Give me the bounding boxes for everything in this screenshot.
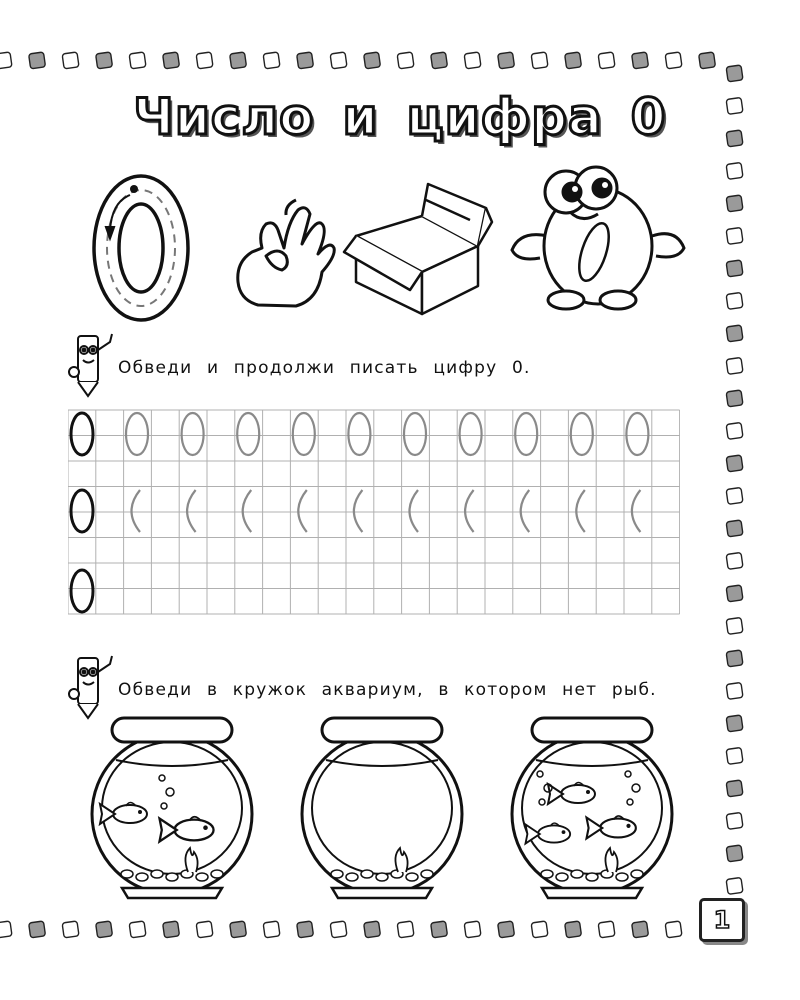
border-tile (726, 650, 743, 667)
bold-zero (71, 490, 93, 532)
border-tile (364, 921, 381, 938)
trace-zero (515, 413, 537, 455)
page-number: 1 (699, 898, 745, 942)
trace-half-zero (187, 490, 196, 532)
border-tile (464, 921, 481, 938)
bold-zero (71, 570, 93, 612)
trace-zero (237, 413, 259, 455)
border-tile (726, 357, 743, 374)
border-tile (726, 585, 743, 602)
border-tile (632, 921, 649, 938)
trace-half-zero (132, 490, 141, 532)
border-tile (397, 921, 414, 938)
bold-zero (71, 413, 93, 455)
title-word-1: Число (133, 88, 315, 146)
border-tile (129, 921, 146, 938)
ok-hand-gesture-icon (238, 200, 334, 306)
border-tile (96, 921, 113, 938)
border-tile (196, 921, 213, 938)
trace-zero (348, 413, 370, 455)
border-tile (230, 921, 247, 938)
trace-half-zero (465, 490, 474, 532)
trace-zero (182, 413, 204, 455)
grid-lines (68, 410, 680, 614)
aquarium-2[interactable] (302, 718, 462, 898)
task2-instruction: Обведи в кружок аквариум, в котором нет рыб. (118, 680, 657, 700)
border-tile (62, 921, 79, 938)
border-tile (29, 921, 46, 938)
border-tile (726, 682, 743, 699)
border-tile (0, 921, 12, 938)
title-digit: 0 (630, 88, 667, 146)
task1-instruction: Обведи и продолжи писать цифру 0. (118, 358, 531, 378)
aquariums-row (0, 710, 800, 910)
trace-half-zero (632, 490, 641, 532)
trace-zero (626, 413, 648, 455)
border-tile (726, 552, 743, 569)
trace-zero (404, 413, 426, 455)
pencil-mascot-icon (66, 330, 118, 400)
border-tile (726, 617, 743, 634)
trace-half-zero (521, 490, 530, 532)
border-tile (726, 422, 743, 439)
aquarium-3[interactable] (512, 718, 672, 898)
border-tile (726, 455, 743, 472)
border-tile (726, 487, 743, 504)
border-tile (163, 921, 180, 938)
trace-half-zero (576, 490, 585, 532)
trace-half-zero (298, 490, 307, 532)
trace-half-zero (354, 490, 363, 532)
title-word-2: и (342, 88, 379, 146)
title-word-3: цифра (406, 88, 603, 146)
illustrations-row (0, 0, 800, 330)
border-tile (431, 921, 448, 938)
border-tile (565, 921, 582, 938)
trace-half-zero (243, 490, 252, 532)
border-tile (330, 921, 347, 938)
border-tile (598, 921, 615, 938)
border-tile (297, 921, 314, 938)
trace-zero (293, 413, 315, 455)
trace-half-zero (410, 490, 419, 532)
border-tile (665, 921, 682, 938)
digit-0-tracing-icon (94, 176, 188, 320)
aquarium-1[interactable] (92, 718, 252, 898)
border-tile (498, 921, 515, 938)
trace-zero (126, 413, 148, 455)
trace-zero (460, 413, 482, 455)
border-tile (531, 921, 548, 938)
border-tile (263, 921, 280, 938)
border-tile (726, 390, 743, 407)
trace-zero (571, 413, 593, 455)
empty-box-icon (344, 184, 492, 314)
zero-character-icon (512, 167, 684, 309)
writing-grid[interactable] (68, 409, 680, 621)
border-tile (726, 520, 743, 537)
